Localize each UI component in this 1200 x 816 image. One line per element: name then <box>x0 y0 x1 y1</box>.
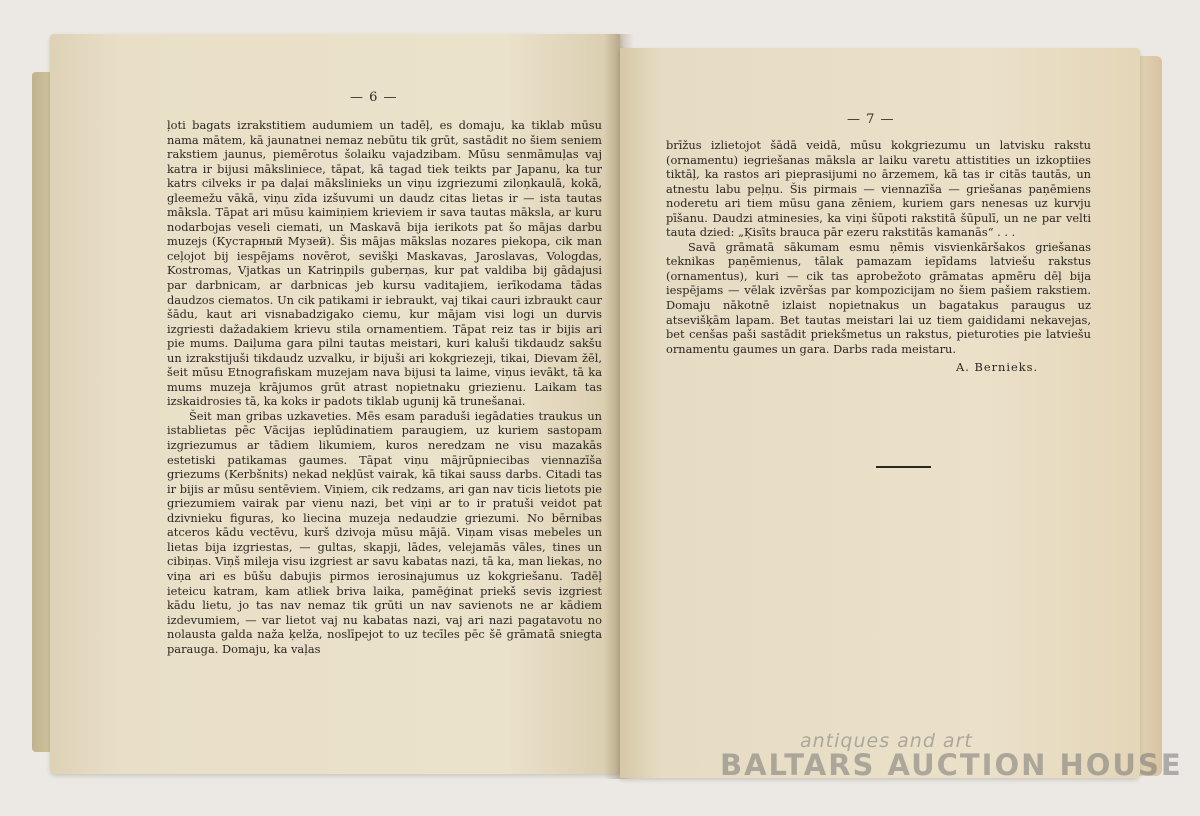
paragraph: brīžus izlietojot šādā veidā, mūsu kokgriezumu un latvisku rakstu (ornamentu) iegriešanas māksla ar laiku varetu attistities un izkoptiies tiktāļ, ka rastos ari pieprasijumi no ārzemem, kā tas ir citās tautās, un atnestu labu peļņu. Šis pirmais — viennazīša — griešanas paņēmiens noderetu ari tiem mūsu gana zēniem, kuriem gars nenesas uz kurvju pīšanu. Daudzi atminesies, ka viņi šūpoti rakstitā šūpulī, un ne par velti tauta dzied: „Ķisīts brauca pār ezeru rakstitās kamanās“ . . . <box>666 138 1091 240</box>
paragraph: Savā grāmatā sākumam esmu ņēmis visvienkāršakos griešanas teknikas paņēmienus, tālak pamazam iepīdams latviešu rakstus (ornamentus), kuri — cik tas aprobežoto grāmatas apmēru dēļ bija iespējams — vēlak izvēršas par kompozicijam no šiem pašiem rakstiem. Domaju nākotnē izlaist nopietnakus un bagatakus paraugus uz atsevišķām lapam. Bet tautas meistari lai uz tiem gaididami nekavejas, bet cenšas paši sastādit priekšmetus un rakstus, pieturoties pie latviešu ornamentu gaumes un gara. Darbs rada meistaru. <box>666 239 1091 356</box>
author-signature: A. Bernieks. <box>956 360 1039 374</box>
paragraph: ļoti bagats izrakstitiem audumiem un tadēļ, es domaju, ka tiklab mūsu nama mātem, kā jaunatnei nemaz nebūtu tik grūt, sastādit no šiem seniem rakstiem jaunus, piemērotus šolaiku vajadzibam. Mūsu senmāmuļas vaj katra ir bijusi māksliniece, tāpat, kā tagad tiek teikts par Japanu, ka tur katrs cilveks ir pa daļai mākslinieks un viņu izgriezumi ziloņkaulā, kokā, gleemežu vākā, viņu zīda izšuvumi un daudz citas lietas ir — ista tautas māksla. Tāpat ari mūsu kaimiņiem krieviem ir sava tautas māksla, ar kuru nodarbojas veseli ciemati, un Maskavā bija ierikots pat šo mājas darbu muzejs (Кустарный Музей). Šis mājas mākslas nozares piekopa, cik man ceļojot bij iespējams novērot, sevišķi Maskavas, Jaroslavas, Vologdas, Kostromas, Vjatkas un Katriņpils guberņas, kur pat valdiba bij gādajusi par darbnicam, ar darbnicas jeb kursu vaditajiem, ierīkodama tādas daudzos ciematos. Un cik patikami ir iebraukt, vaj tikai cauri izbraukt caur šādu, kaut ari visnabadzigako ciemu, kur mājam visi logi un durvis izgriesti dažadakiem krievu stila ornamentiem. Tāpat reiz tas ir bijis ari pie mums. Daiļuma gara pilni tautas meistari, kuri kaluši tikdaudz sakšu un izrakstijuši tikdaudz uzvalku, ir bijuši ari kokgriezeji, tikai, Dievam žēl, šeit mūsu Etnografiskam muzejam nava bijusi ta laime, viņus ievākt, tā ka mums muzeja krājumos grūt atrast nopietnaku griezienu. Laikam tas izskaidrosies tā, ka koks ir padots tiklab ugunij kā trunešanai. <box>167 118 602 409</box>
right-page <box>620 48 1140 778</box>
watermark-brand: BALTARS AUCTION HOUSE <box>720 748 1183 782</box>
right-page-text <box>666 138 1091 356</box>
watermark <box>720 730 1183 790</box>
page-number-left: — 6 — <box>350 90 398 105</box>
paragraph: Šeit man gribas uzkaveties. Mēs esam paraduši iegādaties traukus un istablietas pēc Vācijas ieplūdinatiem paraugiem, uz kuriem sastopam izgriezumus ar tādiem likumiem, kuros neredzam ne visu mazakās estetiski patikamas gaumes. Tāpat viņu mājrūpniecibas viennazīša griezums (Kerbšnits) nekad neķļūst vairak, kā tikai sauss darbs. Citadi tas ir bijis ar mūsu sentēviem. Viņiem, cik redzams, ari gan nav ticis lietots pie griezumiem vairak par vienu nazi, bet viņi ar to ir pratuši veidot pat dzivnieku figuras, ko liecina muzeja nedaudzie griezumi. No bērnibas atceros kādu vectēvu, kurš dzivoja mūsu mājā. Viņam visas mebeles un lietas bija izgriestas, — gultas, skapji, lādes, velejamās vāles, tines un cibiņas. Viņš mileja visu izgriest ar savu kabatas nazi, tā ka, man liekas, no viņa ari es būšu dabujis pirmos ierosinajumus uz kokgriešanu. Tadēļ ieteicu katram, kam atliek briva laika, pamēģinat priekš sevis izgriest kādu lietu, jo tas nav nemaz tik grūti un nav savienots ne ar kādiem izdevumiem, — var lietot vaj nu kabatas nazi, vaj ari nazi pagatavotu no nolausta galda naža ķelža, noslīpejot to uz tecīles pēc šē grāmatā sniegta parauga. Domaju, ka vaļas <box>167 408 602 656</box>
open-book <box>32 34 1162 784</box>
book-cover-edge-right <box>1138 56 1162 776</box>
left-page <box>50 34 620 774</box>
page-number-right: — 7 — <box>847 112 895 127</box>
closing-rule <box>876 466 931 468</box>
left-page-text <box>167 118 602 656</box>
watermark-tagline: antiques and art <box>800 730 973 752</box>
